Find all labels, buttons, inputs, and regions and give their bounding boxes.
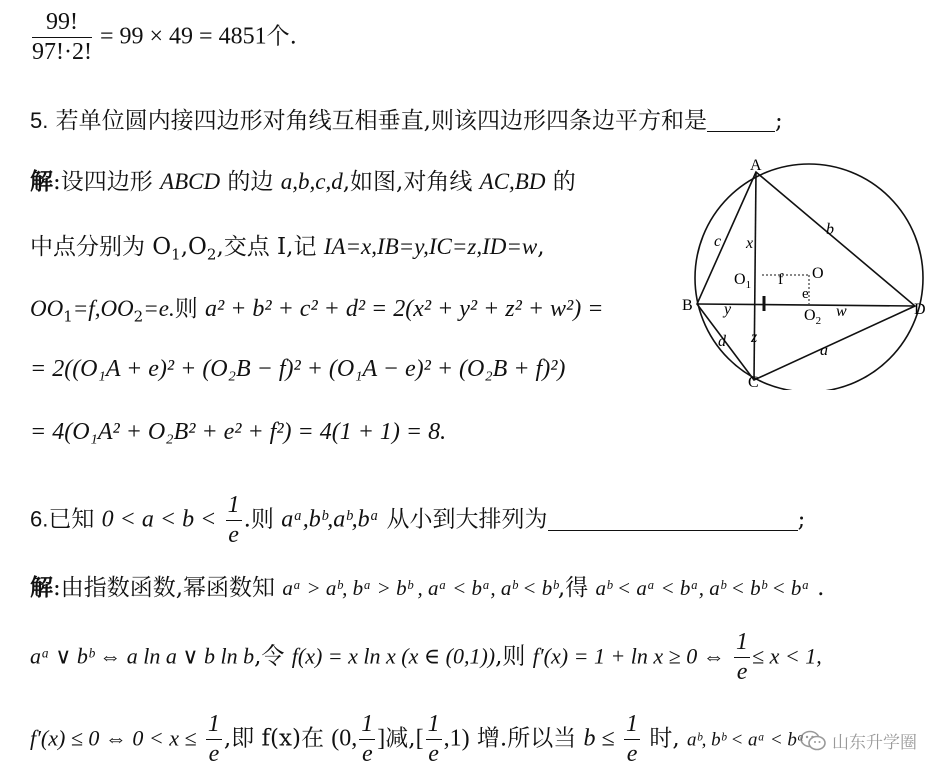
solution-6-line-2: aᵃ ∨ bᵇ ⇔ a ln a ∨ b ln b,令 f(x) = x ln x (x ∈ (0,1)),则 f′(x) = 1 + ln x ≥ 0 ⇔ $\frac{1}{e}$ ≤ x < 1, bbox=[30, 629, 822, 686]
fraction-1-over-e: $\frac{1}{e}$ bbox=[207, 711, 220, 768]
point-o-label: O bbox=[812, 265, 824, 282]
side-c-label: c bbox=[714, 233, 722, 250]
fraction-1-over-e: $\frac{1}{e}$ bbox=[736, 629, 749, 686]
equation-rest: = 99 × 49 = 4851 bbox=[93, 23, 267, 50]
solution-5-line-2: 中点分别为 $O_1,O_2$,交点 I,记 IA=x,IB=y,IC=z,ID=w, bbox=[30, 234, 545, 264]
watermark-text: 山东升学圈 bbox=[832, 733, 917, 753]
fraction-99-over-97-2: $\frac{99!}{97!\cdot 2!}$ bbox=[32, 9, 92, 66]
answer-blank-5 bbox=[707, 109, 775, 132]
solution-6-line-3: f′(x) ≤ 0 ⇔ 0 < x ≤ $\frac{1}{e}$ ,即 f(x)在 (0, $\frac{1}{e}$ ]减,[ $\frac{1}{e}$ ,1) 增.所以当 b ≤ $\frac{1}{e}$ 时, aᵇ, bᵇ < aᵃ < bᵃ bbox=[30, 711, 805, 768]
problem-5: 5. 若单位圆内接四边形对角线互相垂直,则该四边形四条边平方和是 ; bbox=[30, 108, 783, 134]
problem-6-number: 6. bbox=[30, 506, 49, 532]
vertex-b-label: B bbox=[682, 297, 693, 314]
line-1-equation bbox=[30, 10, 297, 65]
vertex-a-label: A bbox=[750, 158, 762, 174]
answer-blank-6 bbox=[548, 508, 798, 531]
solution-5-line-4: = 2((O₁A + e)² + (O₂B − f)² + (O₁A − e)² + (O₂B + f)²) bbox=[30, 356, 566, 382]
fraction-1-over-e: $\frac{1}{e}$ bbox=[626, 711, 639, 768]
fraction-1-over-e: $\frac{1}{e}$ bbox=[227, 492, 240, 549]
point-o2-label: $O_2$ bbox=[804, 307, 822, 327]
side-b-label: b bbox=[826, 221, 834, 238]
fraction-1-over-e: $\frac{1}{e}$ bbox=[361, 711, 374, 768]
solution-label: 解 bbox=[30, 169, 53, 195]
solution-label: 解 bbox=[30, 575, 53, 601]
segment-z-label: z bbox=[751, 329, 758, 346]
side-a-label: a bbox=[820, 342, 828, 359]
e-label: e bbox=[802, 286, 809, 302]
problem-6: 6.已知 0 < a < b < $\frac{1}{e}$ .则 aᵃ,bᵇ,aᵇ,bᵃ 从小到大排列为 ; bbox=[30, 492, 806, 549]
segment-y-label: y bbox=[724, 301, 732, 318]
diagonal-ac bbox=[754, 172, 756, 380]
watermark bbox=[800, 728, 917, 753]
segment-x-label: x bbox=[746, 235, 754, 252]
solution-6-line-1: 解:由指数函数,幂函数知 aᵃ > aᵇ, bᵃ > bᵇ , aᵃ < bᵃ, aᵇ < bᵇ,得 aᵇ < aᵃ < bᵃ, aᵇ < bᵇ < bᵃ . bbox=[30, 575, 825, 601]
side-d-label: d bbox=[718, 333, 726, 350]
vertex-d-label: D bbox=[914, 301, 926, 318]
unit-ge: 个. bbox=[266, 23, 297, 50]
solution-5-line-5: = 4(O₁A² + O₂B² + e² + f²) = 4(1 + 1) = 8. bbox=[30, 419, 447, 445]
wechat-icon bbox=[800, 730, 826, 752]
solution-5-line-1: 解:设四边形 ABCD 的边 a,b,c,d,如图,对角线 AC,BD 的 bbox=[30, 169, 576, 195]
problem-5-number: 5. bbox=[30, 108, 49, 133]
quadrilateral-abcd bbox=[697, 172, 915, 380]
segment-w-label: w bbox=[836, 303, 847, 320]
point-o1-label: $O_1$ bbox=[734, 271, 752, 291]
sum-of-squares-equation: a² + b² + c² + d² = 2(x² + y² + z² + w²) = bbox=[205, 296, 604, 322]
solution-5-line-3: $OO_1=f,OO_2=e$.则 a² + b² + c² + d² = 2(x² + y² + z² + w²) = bbox=[30, 296, 604, 326]
f-label: f bbox=[778, 271, 784, 288]
cyclic-quadrilateral-figure bbox=[682, 158, 937, 390]
vertex-c-label: C bbox=[748, 374, 759, 390]
fraction-1-over-e: $\frac{1}{e}$ bbox=[427, 711, 440, 768]
problem-5-text: 若单位圆内接四边形对角线互相垂直,则该四边形四条边平方和是 bbox=[55, 108, 707, 134]
